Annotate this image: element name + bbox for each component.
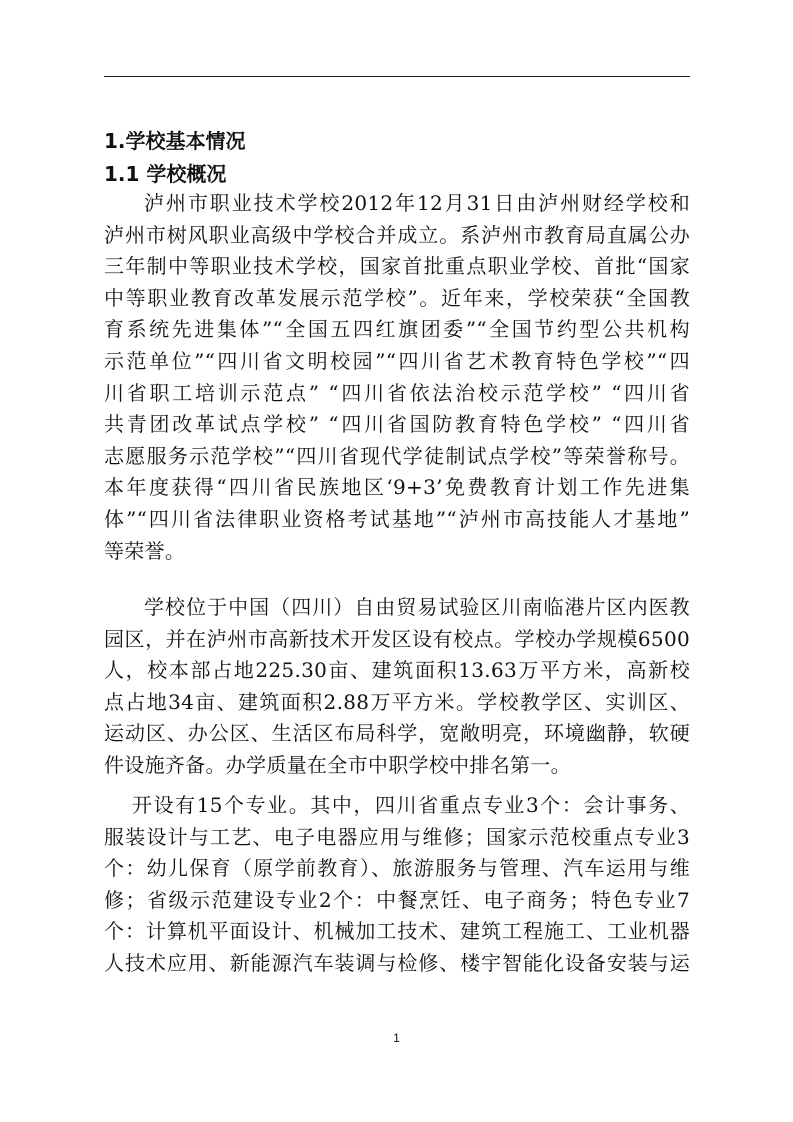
paragraph-line: 开设有15个专业。其中，四川省重点专业3个：会计事务、 xyxy=(132,793,690,817)
paragraph-line: 园区，并在泸州市高新技术开发区设有校点。学校办学规模6500 xyxy=(104,626,690,651)
paragraph-location xyxy=(104,592,690,782)
paragraph-line: 育系统先进集体”“全国五四红旗团委”“全国节约型公共机构 xyxy=(104,317,690,342)
paragraph-line: 三年制中等职业技术学校，国家首批重点职业学校、首批“国家 xyxy=(104,254,690,279)
page-number: 1 xyxy=(393,1031,400,1045)
paragraph-line: 件设施齐备。办学质量在全市中职学校中排名第一。 xyxy=(104,752,571,777)
paragraph-line: 中等职业教育改革发展示范学校”。近年来，学校荣获“全国教 xyxy=(104,285,690,310)
paragraph-line: 人，校本部占地225.30亩、建筑面积13.63万平方米，高新校 xyxy=(104,658,690,683)
paragraph-overview xyxy=(104,188,690,567)
paragraph-line: 泸州市职业技术学校2012年12月31日由泸州财经学校和 xyxy=(144,191,690,215)
subsection-heading: 1.1 学校概况 xyxy=(104,162,227,186)
paragraph-line: 运动区、办公区、生活区布局科学，宽敞明亮，环境幽静，软硬 xyxy=(104,721,690,746)
paragraph-line: 个：计算机平面设计、机械加工技术、建筑工程施工、工业机器 xyxy=(104,919,690,944)
paragraph-line: 等荣誉。 xyxy=(104,538,186,563)
header-rule xyxy=(104,76,690,77)
paragraph-line: 示范单位”“四川省文明校园”“四川省艺术教育特色学校”“四 xyxy=(104,348,690,373)
paragraph-line: 点占地34亩、建筑面积2.88万平方米。学校教学区、实训区、 xyxy=(104,689,690,714)
paragraph-line: 体”“四川省法律职业资格考试基地”“泸州市高技能人才基地” xyxy=(104,506,690,531)
paragraph-line: 学校位于中国（四川）自由贸易试验区川南临港片区内医教 xyxy=(144,595,690,619)
paragraph-line: 本年度获得“四川省民族地区‘9+3’免费教育计划工作先进集 xyxy=(104,475,690,500)
paragraph-line: 志愿服务示范学校”“四川省现代学徒制试点学校”等荣誉称号。 xyxy=(104,443,690,468)
paragraph-line: 共青团改革试点学校” “四川省国防教育特色学校” “四川省 xyxy=(104,412,690,437)
paragraph-majors xyxy=(104,790,690,980)
paragraph-line: 个：幼儿保育（原学前教育）、旅游服务与管理、汽车运用与维 xyxy=(104,856,690,881)
paragraph-line: 川省职工培训示范点” “四川省依法治校示范学校” “四川省 xyxy=(104,380,690,405)
paragraph-line: 服装设计与工艺、电子电器应用与维修；国家示范校重点专业3 xyxy=(104,824,690,849)
paragraph-line: 泸州市树风职业高级中学校合并成立。系泸州市教育局直属公办 xyxy=(104,222,690,247)
section-heading: 1.学校基本情况 xyxy=(104,129,246,153)
paragraph-line: 修；省级示范建设专业2个：中餐烹饪、电子商务；特色专业7 xyxy=(104,887,690,912)
paragraph-line: 人技术应用、新能源汽车装调与检修、楼宇智能化设备安装与运 xyxy=(104,950,690,975)
